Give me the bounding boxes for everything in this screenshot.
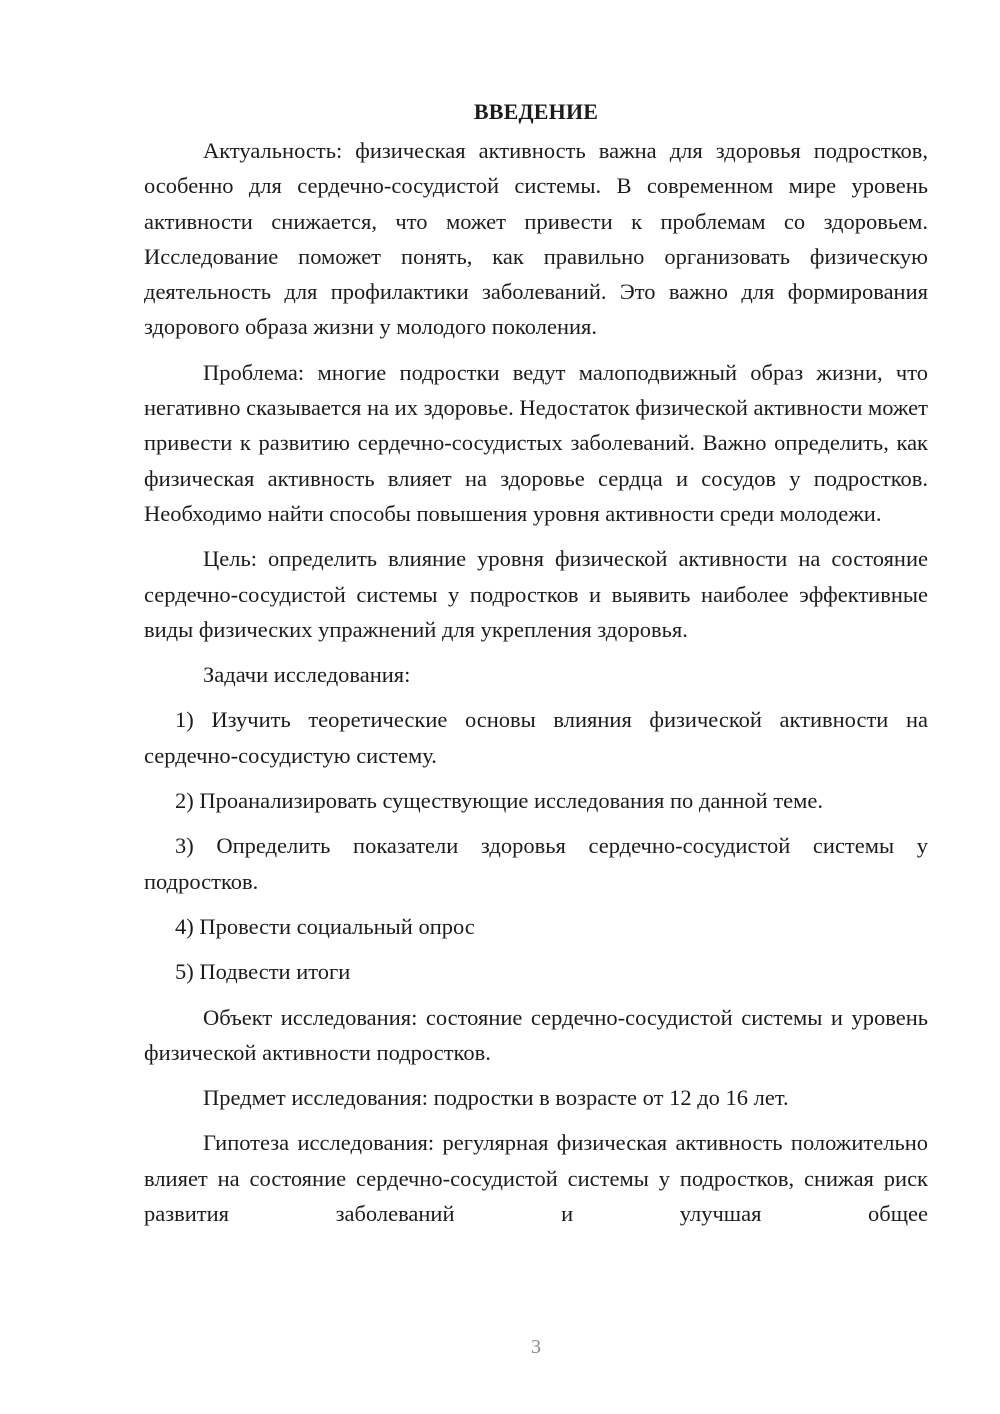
task-item: 2) Проанализировать существующие исследования по данной теме.	[175, 788, 824, 814]
task-item: 1) Изучить теоретические основы влияния физической активности на сердечно-сосудистую систему.	[144, 707, 928, 768]
task-item: 5) Подвести итоги	[175, 959, 351, 985]
subject-paragraph: Предмет исследования: подростки в возрасте от 12 до 16 лет.	[203, 1085, 789, 1111]
task-item: 3) Определить показатели здоровья сердечно-сосудистой системы у подростков.	[144, 833, 928, 894]
tasks-heading: Задачи исследования:	[203, 662, 411, 688]
page-content	[144, 97, 928, 1241]
hypothesis-paragraph: Гипотеза исследования: регулярная физическая активность положительно влияет на состояние сердечно-сосудистой системы у подростков, снижая риск развития заболеваний и улучшая общее	[144, 1130, 928, 1227]
object-paragraph: Объект исследования: состояние сердечно-сосудистой системы и уровень физической активности подростков.	[144, 1004, 928, 1065]
goal-paragraph: Цель: определить влияние уровня физической активности на состояние сердечно-сосудистой системы у подростков и выявить наиболее эффективные виды физических упражнений для укрепления здоровья.	[144, 546, 928, 642]
relevance-paragraph: Актуальность: физическая активность важна для здоровья подростков, особенно для сердечно-сосудистой системы. В современном мире уровень активности снижается, что может привести к проблемам со здоровьем. Исследование поможет понять, как правильно организовать физическую деятельность для профилактики заболеваний. Это важно для формирования здорового образа жизни у молодого поколения.	[144, 138, 928, 340]
task-item: 4) Провести социальный опрос	[175, 913, 475, 939]
section-title: ВВЕДЕНИЕ	[473, 99, 599, 124]
problem-paragraph: Проблема: многие подростки ведут малоподвижный образ жизни, что негативно сказывается на их здоровье. Недостаток физической активности может привести к развитию сердечно-сосудистых заболеваний. Важно определить, как физическая активность влияет на здоровье сердца и сосудов у подростков. Необходимо найти способы повышения уровня активности среди молодежи.	[144, 359, 928, 526]
page-number: 3	[531, 1336, 541, 1358]
